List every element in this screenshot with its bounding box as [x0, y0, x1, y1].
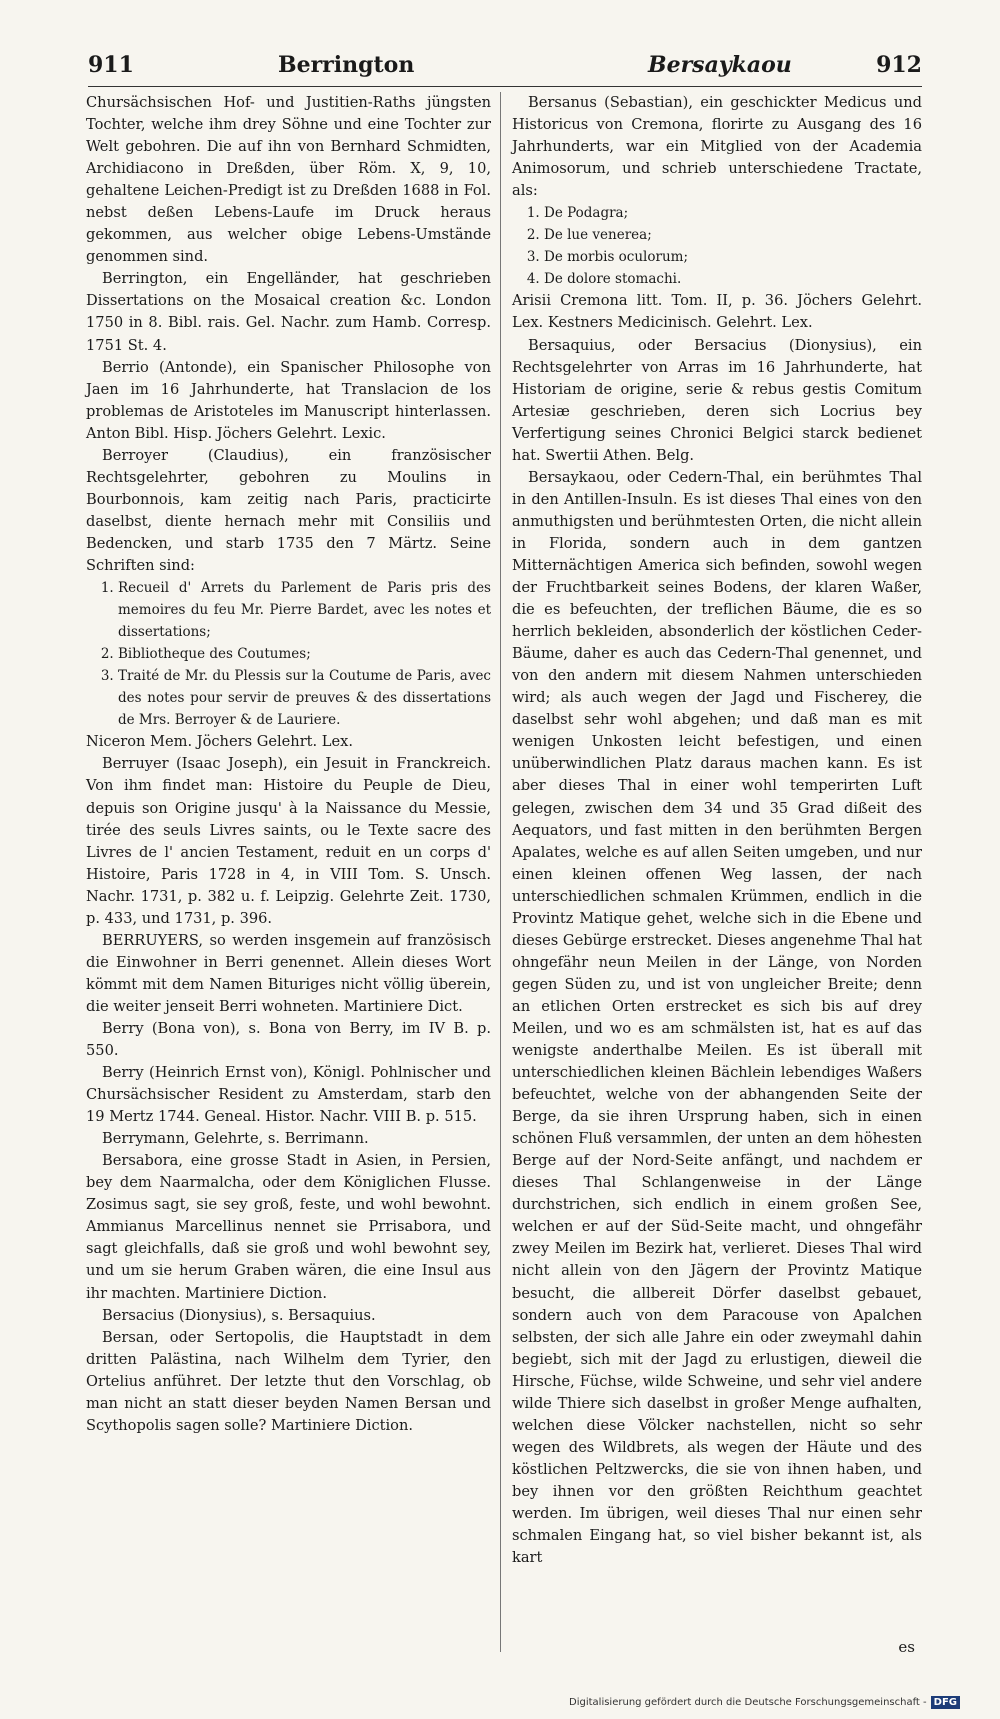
- works-list: [512, 202, 922, 290]
- list-item: 1. Recueil d' Arrets du Parlement de Paris pris des memoires du feu Mr. Pierre Bardet, avec les notes et dissertations;: [118, 577, 491, 643]
- entry-berruyers: BERRUYERS, so werden insgemein auf französisch die Einwohner in Berri genennet. Allein dieses Wort kömmt mit dem Namen Bituriges nicht völlig überein, die weiter jenseit Berri wohneten. Martiniere Dict.: [86, 931, 491, 1015]
- left-column: [86, 92, 491, 1437]
- entry-bersaquius: Bersaquius, oder Bersacius (Dionysius), ein Rechtsgelehrter von Arras im 16 Jahrhunderte, hat Historiam de origine, serie & rebus gestis Comitum Artesiæ geschrieben, deren sich Locrius bey Verfertigung seines Chronici Belgici starck bedienet hat. Swertii Athen. Belg.: [512, 336, 922, 464]
- entry-berrio: Berrio (Antonde), ein Spanischer Philosophe von Jaen im 16 Jahrhunderte, hat Translacion de los problemas de Aristoteles im Manuscript hinterlassen. Anton Bibl. Hisp. Jöchers Gelehrt. Lexic.: [86, 358, 491, 442]
- running-head-left: Berrington: [278, 52, 415, 78]
- page-header: [88, 52, 922, 86]
- page-number-left: 911: [88, 52, 134, 78]
- entry-bersaykaou: Bersaykaou, oder Cedern-Thal, ein berühmtes Thal in den Antillen-Insuln. Es ist dieses Thal eines von den anmuthigsten und berühmtesten Orten, die nicht allein in Florida, sondern auch in dem gantzen Mitternächtigen America sich befinden, sowohl wegen der Fruchtbarkeit seines Bodens, der klaren Waßer, die es befeuchten, der treflichen Bäume, die es so herrlich bekleiden, absonderlich der köstlichen Ceder-Bäume, daher es auch das Cedern-Thal genennet, und von den andern mit diesem Nahmen unterschieden wird; als auch wegen der Jagd und Fischerey, die daselbst sehr wohl abgehen; und daß man es mit wenigen Unkosten leicht befestigen, und einen unüberwindlichen Platz daraus machen kann. Es ist aber dieses Thal in einer wohl temperirten Luft gelegen, zwischen dem 34 und 35 Grad dißeit des Aequators, und fast mitten in den berühmten Bergen Apalates, welche es auf allen Seiten umgeben, und nur einen kleinen offenen Weg lassen, der nach unterschiedlichen schmalen Krümmen, endlich in die Provintz Matique gehet, welche sich in die Ebene und dieses Gebürge erstrecket. Dieses angenehme Thal hat ohngefähr neun Meilen in der Länge, von Norden gegen Süden zu, und ist von ungleicher Breite; denn an etlichen Orten erstrecket es sich bis auf drey Meilen, und wo es am schmälsten ist, hat es auf das wenigste anderthalbe Meilen. Es ist überall mit unterschiedlichen kleinen Bächlein lebendiges Waßers befeuchtet, welche von der abhangenden Seite der Berge, da sie ihren Ursprung haben, sich in einen schönen Fluß versammlen, der unten an dem höhesten Berge auf der Nord-Seite anfängt, und nachdem er dieses Thal Schlangenweise in der Länge durchstrichen, sich endlich in einem großen See, welchen er auf der Süd-Seite macht, und ohngefähr zwey Meilen im Bezirk hat, verlieret. Dieses Thal wird nicht allein von den Jägern der Provintz Matique besucht, die allbereit Dörfer daselbst gebauet, sondern auch von dem Paracouse von Apalchen selbsten, der sich alle Jahre ein oder zweymahl dahin begiebt, sich mit der Jagd zu erlustigen, dieweil die Hirsche, Füchse, wilde Schweine, und sehr viel andere wilde Thiere sich daselbst in großer Menge aufhalten, welchen diese Völcker nachstellen, nicht so sehr wegen des Wildbrets, als wegen der Häute und des köstlichen Peltzwercks, die sie von ihnen haben, und bey ihnen vor den größten Reichthum geachtet werden. Im übrigen, weil dieses Thal nur einen sehr schmalen Eingang hat, so viel bisher bekannt ist, als kart: [512, 468, 922, 1567]
- entry-berrymann: Berrymann, Gelehrte, s. Berrimann.: [102, 1130, 369, 1148]
- list-item: 1. De Podagra;: [544, 202, 922, 224]
- list-item: 2. Bibliotheque des Coutumes;: [118, 643, 491, 665]
- footer-text: Digitalisierung gefördert durch die Deutsche Forschungsgemeinschaft -: [569, 1697, 927, 1708]
- page-number-right: 912: [876, 52, 922, 78]
- entry-bersan: Bersan, oder Sertopolis, die Hauptstadt in dem dritten Palästina, nach Wilhelm dem Tyrier, den Ortelius anführet. Der letzte thut den Vorschlag, ob man nicht an statt dieser beyden Namen Bersan und Scythopolis sagen solle? Martiniere Diction.: [86, 1328, 491, 1434]
- entry-berruyer: Berruyer (Isaac Joseph), ein Jesuit in Franckreich. Von ihm findet man: Histoire du Peuple de Dieu, depuis son Origine jusqu' à la Naissance du Messie, tirée des seuls Livres saints, ou le Texte sacre des Livres de l' ancien Testament, reduit en un corps d' Histoire, Paris 1728 in 4, in VIII Tom. S. Unsch. Nachr. 1731, p. 382 u. f. Leipzig. Gelehrte Zeit. 1730, p. 433, und 1731, p. 396.: [86, 755, 491, 927]
- entry-reference: Arisii Cremona litt. Tom. II, p. 36. Jöchers Gelehrt. Lex. Kestners Medicinisch. Gelehrt. Lex.: [512, 292, 922, 332]
- list-item: 4. De dolore stomachi.: [544, 268, 922, 290]
- entry-berrington: Berrington, ein Engelländer, hat geschrieben Dissertations on the Mosaical creation &c. London 1750 in 8. Bibl. rais. Gel. Nachr. zum Hamb. Corresp. 1751 St. 4.: [86, 270, 491, 354]
- works-list: [86, 577, 491, 731]
- list-item: 3. Traité de Mr. du Plessis sur la Coutume de Paris, avec des notes pour servir de preuves & des dissertations de Mrs. Berroyer & de Lauriere.: [118, 665, 491, 731]
- dfg-logo: DFG: [931, 1696, 960, 1709]
- header-rule: [88, 86, 922, 87]
- entry-reference: Niceron Mem. Jöchers Gelehrt. Lex.: [86, 733, 354, 751]
- column-divider: [500, 92, 501, 1652]
- list-item: 3. De morbis oculorum;: [544, 246, 922, 268]
- entry-berry-heinrich: Berry (Heinrich Ernst von), Königl. Pohlnischer und Chursächsischer Resident zu Amsterdam, starb den 19 Mertz 1744. Geneal. Histor. Nachr. VIII B. p. 515.: [86, 1064, 491, 1126]
- entry-bersanus: Bersanus (Sebastian), ein geschickter Medicus und Historicus von Cremona, florirte zu Ausgang des 16 Jahrhunderts, war ein Mitglied von der Academia Animosorum, und schrieb unterschiedene Tractate, als:: [512, 94, 922, 200]
- right-column: [512, 92, 922, 1569]
- entry-bersabora: Bersabora, eine grosse Stadt in Asien, in Persien, bey dem Naarmalcha, oder dem Königlichen Flusse. Zosimus sagt, sie sey groß, feste, und wohl bewohnt. Ammianus Marcellinus nennet sie Prrisabora, und sagt gleichfalls, daß sie groß und wohl bewohnt sey, und um sie herum Graben wären, die eine Insul aus ihr machten. Martiniere Diction.: [86, 1152, 491, 1302]
- running-head-right: Bersaykaou: [648, 52, 792, 78]
- footer: [569, 1696, 960, 1709]
- catchword: es: [898, 1638, 915, 1656]
- entry-berroyer: Berroyer (Claudius), ein französischer Rechtsgelehrter, gebohren zu Moulins in Bourbonnois, kam zeitig nach Paris, practicirte daselbst, diente hernach mehr mit Consiliis und Bedencken, und starb 1735 den 7 Märtz. Seine Schriften sind:: [86, 446, 491, 574]
- entry-text: Chursächsischen Hof- und Justitien-Raths jüngsten Tochter, welche ihm drey Söhne und eine Tochter zur Welt gebohren. Die auf ihn von Bernhard Schmidten, Archidiacono in Dreßden, über Röm. X, 9, 10, gehaltene Leichen-Predigt ist zu Dreßden 1688 in Fol. nebst deßen Lebens-Laufe im Druck heraus gekommen, aus welcher obige Lebens-Umstände genommen sind.: [86, 94, 491, 266]
- entry-berry-bona: Berry (Bona von), s. Bona von Berry, im IV B. p. 550.: [86, 1019, 491, 1060]
- list-item: 2. De lue venerea;: [544, 224, 922, 246]
- entry-bersacius: Bersacius (Dionysius), s. Bersaquius.: [102, 1306, 376, 1324]
